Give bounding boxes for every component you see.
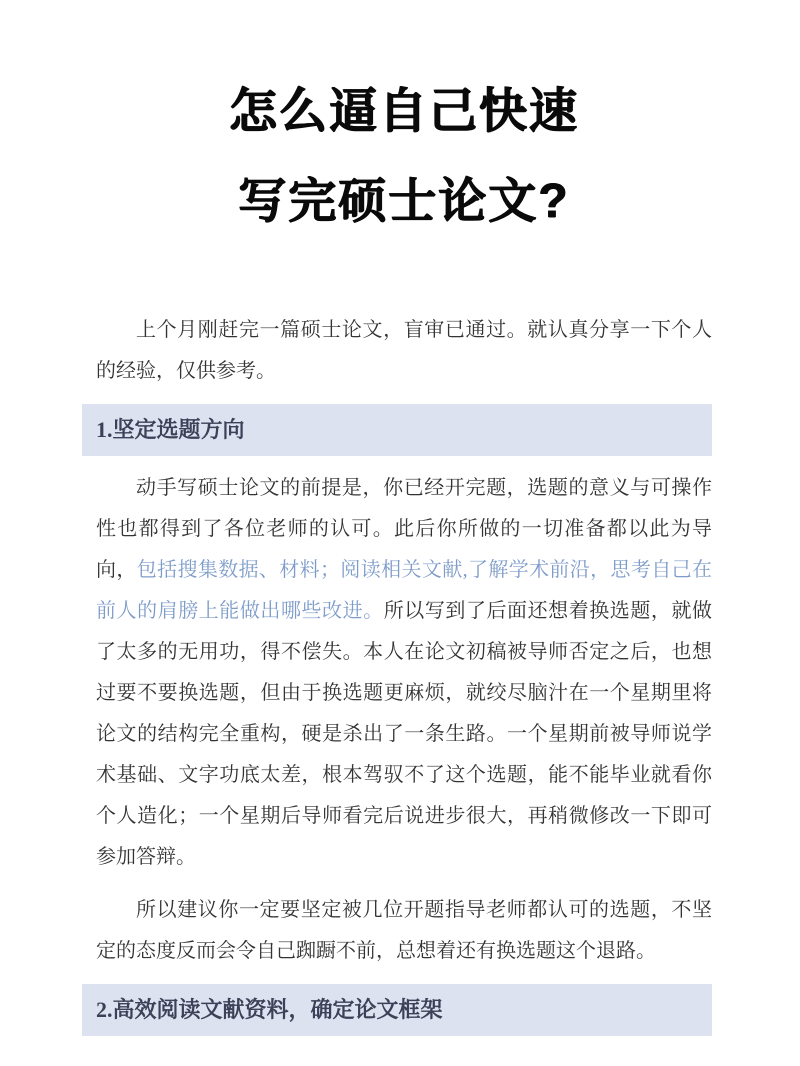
section-1-paragraph-1 bbox=[96, 468, 712, 878]
paragraph-text-pre: 动手写硕士论文的前提是，你已经开完题，选题的意义与可操作性也都得到了各位老师的认可。此后你所做的一切准备都以此为导向， bbox=[96, 477, 712, 581]
section-1-paragraph-2: 所以建议你一定要坚定被几位开题指导老师都认可的选题，不坚定的态度反而会令自己踟蹰不前，总想着还有换选题这个退路。 bbox=[96, 899, 712, 962]
section-1-heading: 1.坚定选题方向 bbox=[82, 404, 712, 456]
paragraph-text-post: 所以写到了后面还想着换选题，就做了太多的无用功，得不偿失。本人在论文初稿被导师否定之后，也想过要不要换选题，但由于换选题更麻烦，就绞尽脑汁在一个星期里将论文的结构完全重构，硬是杀出了一条生路。一个星期前被导师说学术基础、文字功底太差，根本驾驭不了这个选题，能不能毕业就看你个人造化；一个星期后导师看完后说进步很大，再稍微修改一下即可参加答辩。 bbox=[96, 600, 713, 868]
document-title-line-2: 写完硕士论文? bbox=[238, 175, 570, 228]
document-title-line-1: 怎么逼自己快速 bbox=[228, 85, 579, 138]
section-2-heading: 2.高效阅读文献资料，确定论文框架 bbox=[82, 984, 712, 1036]
intro-paragraph: 上个月刚赶完一篇硕士论文，盲审已通过。就认真分享一下个人的经验，仅供参考。 bbox=[96, 319, 712, 382]
inline-link[interactable]: 包括搜集数据、材料；阅读相关文献,了解学术前沿，思考自己在前人的肩膀上能做出哪些改进。 bbox=[96, 559, 713, 622]
